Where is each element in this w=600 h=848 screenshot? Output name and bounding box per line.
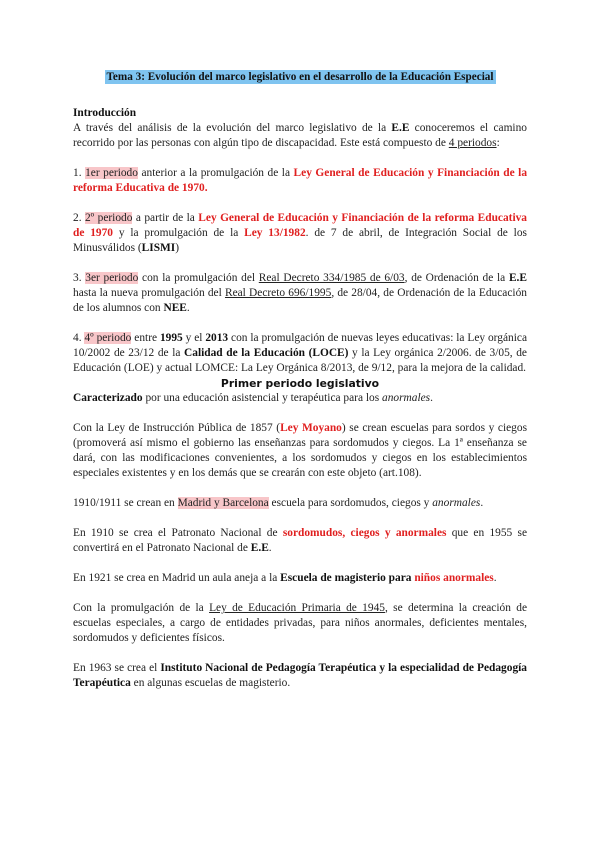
section-intro-paragraph: Caracterizado por una educación asistencial y terapéutica para los anormales.	[73, 392, 433, 404]
madrid-barcelona-paragraph: 1910/1911 se crean en Madrid y Barcelona escuela para sordomudos, ciegos y anormales.	[73, 497, 484, 509]
intro-heading: Introducción	[73, 107, 137, 119]
document-title: Tema 3: Evolución del marco legislativo en el desarrollo de la Educación Especial	[106, 71, 494, 83]
patronato-paragraph: En 1910 se crea el Patronato Nacional de sordomudos, ciegos y anormales que en 1955 se convertirá en el Patronato Nacional de E.E.	[73, 527, 528, 554]
period-3-paragraph: 3. 3er periodo con la promulgación del Real Decreto 334/1985 de 6/03, de Ordenación de la E.E hasta la nueva promulgación del Real Decreto 696/1995, de 28/04, de Ordenación de la Educación de los alumnos con NEE.	[73, 272, 527, 314]
ley-1945-paragraph: Con la promulgación de la Ley de Educación Primaria de 1945, se determina la creación de escuelas especiales, a cargo de entidades privadas, para niños anormales, deficientes mentales, sordomudos y deficientes físicos.	[73, 602, 527, 644]
instituto-paragraph: En 1963 se crea el Instituto Nacional de Pedagogía Terapéutica y la especialidad de Pedagogía Terapéutica en algunas escuelas de magisterio.	[73, 662, 528, 689]
title-block	[73, 70, 527, 85]
magisterio-paragraph: En 1921 se crea en Madrid un aula aneja a la Escuela de magisterio para niños anormales.	[73, 572, 497, 584]
ley-moyano-paragraph: Con la Ley de Instrucción Pública de 1857 (Ley Moyano) se crean escuelas para sordos y ciegos (promoverá así mismo el gobierno las enseñanzas para sordomudos y ciegos. La 1ª enseñanza se dará, con las modificaciones convenientes, a los sordomudos y ciegos en los establecimientos especiales existentes y en los demás que se crearán con este objeto (art.108).	[73, 422, 527, 479]
intro-paragraph: A través del análisis de la evolución del marco legislativo de la E.E conoceremos el camino recorrido por las personas con algún tipo de discapacidad. Este está compuesto de 4 periodos:	[73, 122, 527, 149]
period-4-label: 4º periodo	[84, 332, 132, 344]
period-1-paragraph: 1. 1er periodo anterior a la promulgación de la Ley General de Educación y Financiación de la reforma Educativa de 1970.	[73, 167, 528, 194]
period-3-label: 3er periodo	[85, 272, 139, 284]
period-1-label: 1er periodo	[85, 167, 138, 179]
section-title: Primer periodo legislativo	[220, 377, 380, 390]
period-2-label: 2º periodo	[84, 212, 133, 224]
period-2-paragraph: 2. 2º periodo a partir de la Ley General de Educación y Financiación de la reforma Educativa de 1970 y la promulgación de la Ley 13/1982. de 7 de abril, de Integración Social de los Minusválidos (LISMI)	[73, 212, 528, 254]
document-page	[73, 70, 527, 691]
period-4-paragraph: 4. 4º periodo entre 1995 y el 2013 con la promulgación de nuevas leyes educativas: la Ley orgánica 10/2002 de 23/12 de la Calidad de la Educación (LOCE) y la Ley orgánica 2/2006. de 3/05, de Educación (LOE) y actual LOMCE: La Ley Orgánica 8/2013, de 9/12, para la mejora de la calidad.	[73, 332, 527, 374]
